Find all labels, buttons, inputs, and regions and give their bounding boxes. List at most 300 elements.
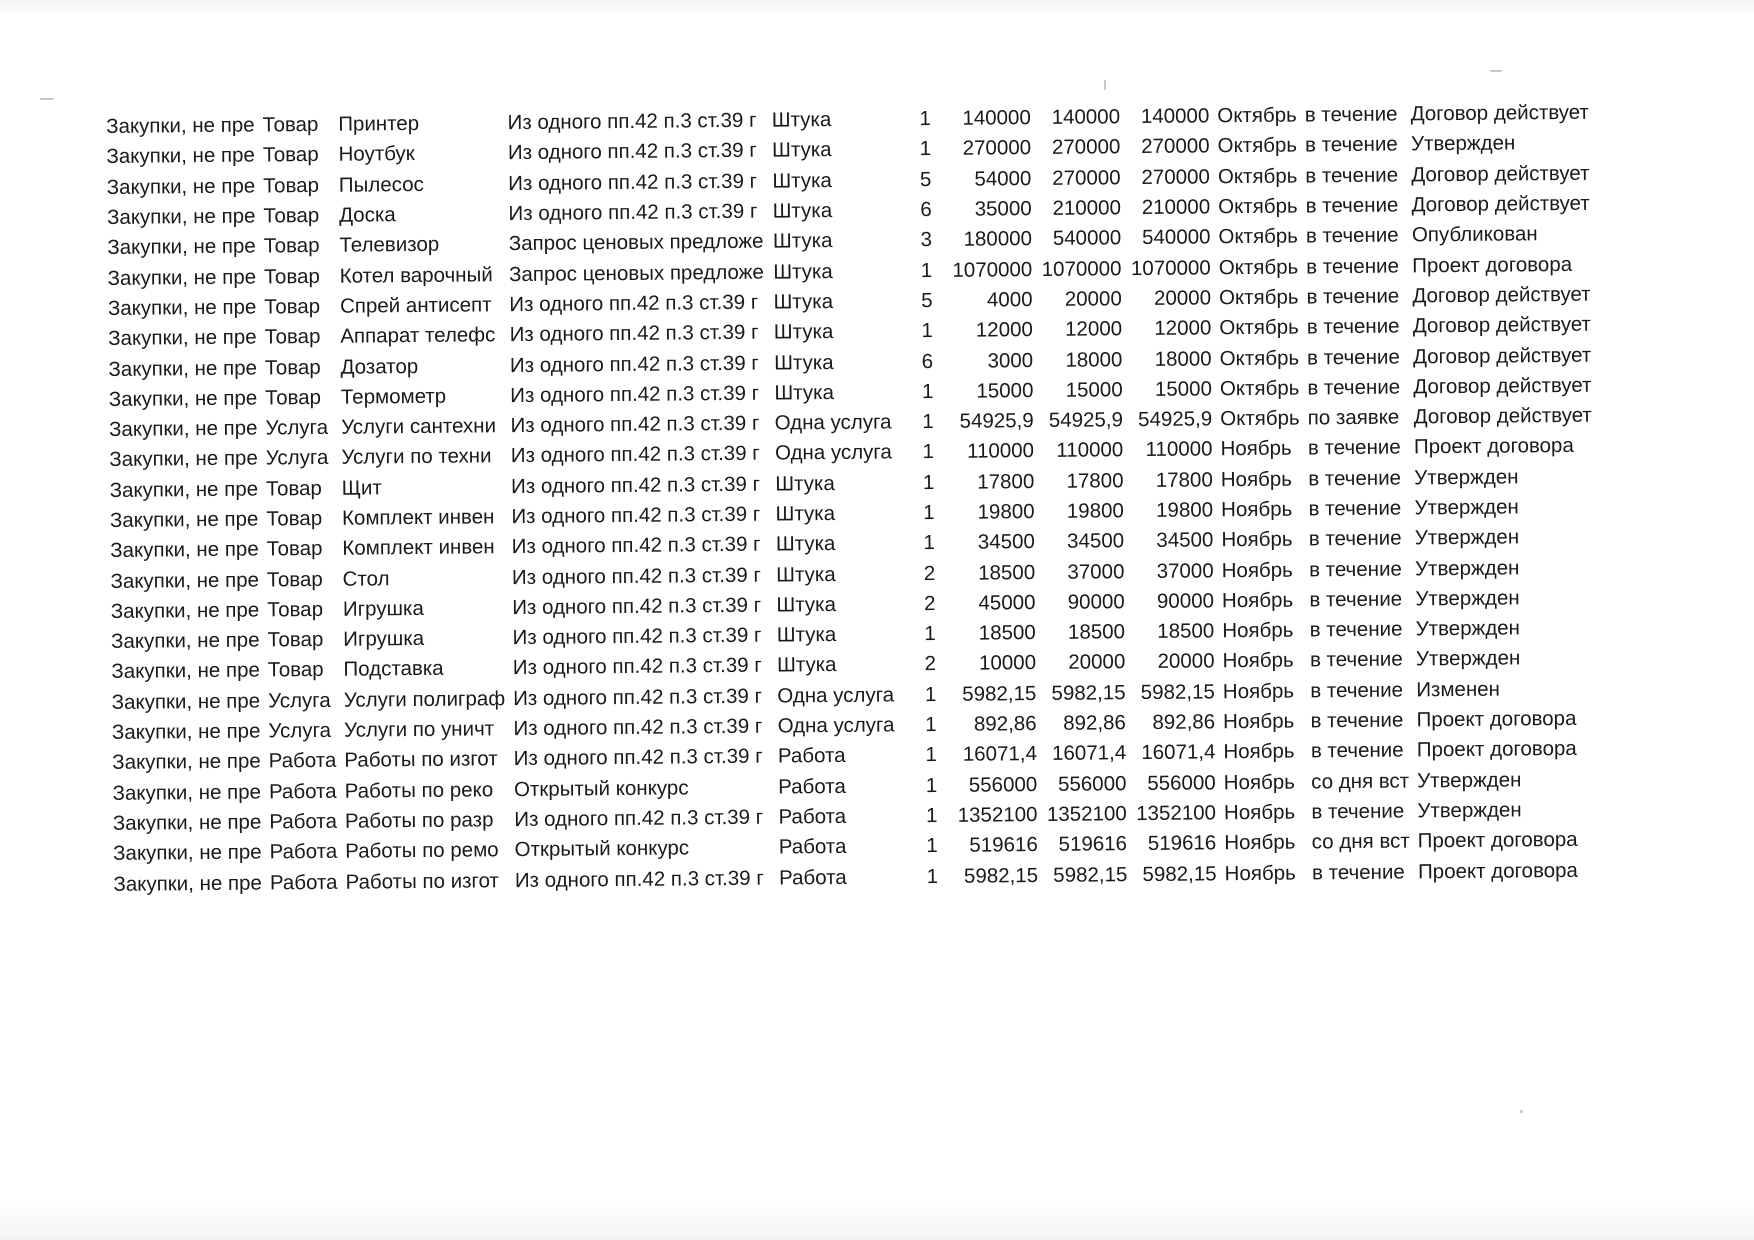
cell-unit-price: 556000 <box>968 772 1038 797</box>
cell-unit-price: 45000 <box>978 590 1036 615</box>
cell-total-price: 270000 <box>1051 135 1121 160</box>
cell-month: Ноябрь <box>1224 861 1296 885</box>
cell-term: в течение <box>1308 526 1402 551</box>
cell-planned-amount: 1352100 <box>1136 801 1217 826</box>
cell-item-kind: Товар <box>265 476 322 501</box>
cell-total-price: 20000 <box>1064 287 1122 311</box>
cell-procurement-method: Из одного пп.42 п.3 ст.39 г <box>509 351 759 377</box>
cell-procurement-method: Из одного пп.42 п.3 ст.39 г <box>510 472 761 498</box>
cell-total-price: 519616 <box>1058 832 1128 857</box>
cell-procurement-type: Закупки, не пре <box>106 143 256 169</box>
cell-procurement-type: Закупки, не пре <box>112 780 262 805</box>
cell-item-name: Услуги по уничт <box>343 717 495 742</box>
cell-status: Утвержден <box>1415 646 1521 671</box>
cell-term: в течение <box>1309 587 1403 612</box>
cell-month: Октябрь <box>1218 285 1299 310</box>
cell-term: в течение <box>1305 223 1399 248</box>
cell-unit-price: 1070000 <box>952 257 1033 282</box>
cell-status: Договор действует <box>1412 312 1591 338</box>
cell-month: Ноябрь <box>1221 588 1294 613</box>
cell-term: в течение <box>1310 738 1404 763</box>
cell-planned-amount: 16071,4 <box>1141 740 1216 765</box>
cell-quantity: 1 <box>923 531 935 555</box>
cell-month: Октябрь <box>1217 133 1298 158</box>
cell-total-price: 5982,15 <box>1053 862 1128 887</box>
cell-quantity: 3 <box>920 228 933 252</box>
cell-term: в течение <box>1306 345 1400 369</box>
cell-month: Октябрь <box>1219 346 1300 370</box>
cell-total-price: 5982,15 <box>1051 680 1126 705</box>
cell-term: в течение <box>1308 466 1402 491</box>
cell-unit: Штука <box>772 168 832 193</box>
cell-unit-price: 15000 <box>976 378 1034 403</box>
cell-procurement-type: Закупки, не пре <box>111 689 261 714</box>
cell-unit: Работа <box>778 835 847 859</box>
cell-unit: Штука <box>773 320 834 344</box>
cell-status: Проект договора <box>1417 828 1578 853</box>
cell-item-kind: Товар <box>267 658 324 682</box>
cell-procurement-type: Закупки, не пре <box>108 356 258 381</box>
cell-total-price: 37000 <box>1067 559 1125 584</box>
cell-planned-amount: 140000 <box>1140 104 1210 129</box>
cell-item-name: Котел варочный <box>339 262 493 288</box>
table-body <box>102 98 1609 900</box>
cell-status: Утвержден <box>1410 131 1516 156</box>
cell-term: в течение <box>1308 496 1402 521</box>
cell-procurement-type: Закупки, не пре <box>107 234 256 260</box>
cell-term: в течение <box>1307 375 1401 400</box>
cell-item-kind: Услуга <box>265 446 329 470</box>
cell-total-price: 556000 <box>1057 771 1127 796</box>
cell-item-name: Услуги по техни <box>341 444 492 470</box>
cell-procurement-type: Закупки, не пре <box>109 446 258 472</box>
cell-unit: Штука <box>771 138 832 163</box>
cell-month: Ноябрь <box>1220 437 1292 461</box>
cell-planned-amount: 18500 <box>1157 619 1215 644</box>
cell-month: Октябрь <box>1218 255 1299 279</box>
cell-unit: Штука <box>776 562 836 587</box>
cell-planned-amount: 20000 <box>1153 286 1212 310</box>
cell-procurement-type: Закупки, не пре <box>110 598 260 623</box>
cell-status: Договор действует <box>1412 343 1592 368</box>
cell-status: Договор действует <box>1411 191 1590 217</box>
cell-quantity: 6 <box>921 349 934 373</box>
cell-unit-price: 3000 <box>987 348 1034 373</box>
cell-status: Утвержден <box>1415 586 1520 611</box>
cell-procurement-type: Закупки, не пре <box>107 265 257 290</box>
cell-planned-amount: 12000 <box>1154 316 1212 341</box>
cell-month: Октябрь <box>1219 315 1299 340</box>
cell-procurement-method: Из одного пп.42 п.3 ст.39 г <box>508 169 758 195</box>
cell-quantity: 1 <box>919 107 931 131</box>
cell-item-name: Термометр <box>340 384 447 409</box>
cell-item-name: Телевизор <box>339 233 440 258</box>
cell-planned-amount: 54925,9 <box>1138 407 1213 432</box>
cell-procurement-type: Закупки, не пре <box>113 840 262 866</box>
cell-unit-price: 12000 <box>975 318 1033 342</box>
cell-planned-amount: 210000 <box>1141 195 1211 220</box>
cell-planned-amount: 556000 <box>1147 771 1216 795</box>
cell-procurement-method: Из одного пп.42 п.3 ст.39 г <box>512 593 762 619</box>
cell-unit: Работа <box>777 744 846 768</box>
cell-month: Ноябрь <box>1224 830 1296 855</box>
cell-quantity: 1 <box>925 743 938 767</box>
cell-unit: Штука <box>771 108 832 132</box>
cell-term: со дня вст <box>1311 769 1410 794</box>
cell-item-kind: Товар <box>263 173 320 198</box>
cell-status: Договор действует <box>1410 100 1589 126</box>
cell-total-price: 892,86 <box>1063 711 1126 735</box>
cell-procurement-type: Закупки, не пре <box>108 325 257 351</box>
cell-item-name: Услуги сантехни <box>341 414 497 439</box>
cell-unit-price: 17800 <box>977 469 1035 494</box>
cell-unit: Работа <box>778 774 846 799</box>
cell-quantity: 1 <box>925 773 938 797</box>
cell-item-name: Ноутбук <box>338 142 415 167</box>
cell-item-kind: Работа <box>269 809 338 834</box>
cell-planned-amount: 34500 <box>1156 528 1214 553</box>
cell-procurement-method: Из одного пп.42 п.3 ст.39 г <box>507 139 757 165</box>
cell-procurement-method: Открытый конкурс <box>513 776 689 801</box>
cell-month: Ноябрь <box>1222 618 1294 643</box>
cell-month: Ноябрь <box>1222 649 1294 673</box>
cell-unit-price: 140000 <box>962 106 1031 130</box>
scan-speck <box>1490 70 1502 72</box>
cell-status: Договор действует <box>1412 282 1591 308</box>
cell-total-price: 90000 <box>1067 590 1125 614</box>
cell-unit: Штука <box>776 653 837 678</box>
cell-total-price: 17800 <box>1066 468 1124 493</box>
cell-unit: Штука <box>775 471 835 496</box>
cell-unit-price: 892,86 <box>973 712 1037 736</box>
cell-unit-price: 5982,15 <box>963 863 1039 888</box>
cell-procurement-method: Из одного пп.42 п.3 ст.39 г <box>513 745 763 771</box>
cell-item-kind: Товар <box>265 385 322 410</box>
cell-quantity: 1 <box>919 137 932 161</box>
cell-status: Утвержден <box>1414 556 1520 581</box>
cell-month: Ноябрь <box>1221 527 1293 552</box>
cell-status: Опубликован <box>1411 222 1538 247</box>
cell-item-kind: Работа <box>268 779 337 804</box>
cell-item-name: Услуги полиграф <box>343 686 506 712</box>
cell-procurement-method: Запрос ценовых предложе <box>508 229 764 256</box>
cell-item-name: Доска <box>339 203 396 227</box>
cell-term: в течение <box>1306 314 1400 339</box>
cell-planned-amount: 19800 <box>1155 498 1214 522</box>
cell-total-price: 140000 <box>1051 105 1121 130</box>
cell-month: Октябрь <box>1217 103 1297 128</box>
cell-term: в течение <box>1304 102 1398 127</box>
cell-unit-price: 519616 <box>969 833 1038 857</box>
cell-month: Ноябрь <box>1222 679 1295 704</box>
cell-unit: Штука <box>773 289 834 314</box>
cell-procurement-type: Закупки, не пре <box>107 295 257 320</box>
cell-status: Утвержден <box>1414 495 1519 520</box>
cell-term: в течение <box>1304 133 1398 157</box>
cell-planned-amount: 17800 <box>1155 468 1213 492</box>
cell-planned-amount: 519616 <box>1147 831 1217 856</box>
cell-item-kind: Товар <box>264 294 321 319</box>
cell-quantity: 1 <box>922 410 934 434</box>
cell-unit: Работа <box>778 804 847 829</box>
cell-status: Договор действует <box>1413 373 1592 399</box>
cell-procurement-method: Открытый конкурс <box>514 836 690 862</box>
cell-unit-price: 54925,9 <box>959 409 1034 433</box>
cell-quantity: 2 <box>923 591 936 616</box>
cell-status: Договор действует <box>1411 161 1590 187</box>
cell-procurement-method: Из одного пп.42 п.3 ст.39 г <box>510 381 760 407</box>
cell-month: Ноябрь <box>1220 467 1293 491</box>
cell-quantity: 1 <box>924 682 937 706</box>
cell-month: Ноябрь <box>1223 739 1295 764</box>
cell-month: Ноябрь <box>1220 497 1293 522</box>
cell-unit-price: 34500 <box>977 530 1035 554</box>
cell-item-kind: Товар <box>262 113 319 137</box>
cell-total-price: 19800 <box>1066 499 1124 523</box>
cell-procurement-type: Закупки, не пре <box>109 507 259 532</box>
cell-total-price: 12000 <box>1064 317 1123 341</box>
cell-term: в течение <box>1309 617 1403 642</box>
cell-planned-amount: 37000 <box>1156 558 1214 583</box>
procurement-sheet <box>102 98 1609 900</box>
cell-item-kind: Работа <box>269 870 338 894</box>
cell-item-name: Игрушка <box>342 596 424 621</box>
cell-item-name: Стол <box>342 566 390 591</box>
cell-unit: Одна услуга <box>777 713 895 738</box>
cell-term: в течение <box>1306 284 1400 309</box>
cell-unit: Штука <box>776 592 837 617</box>
cell-month: Октябрь <box>1218 194 1298 219</box>
cell-status: Проект договора <box>1412 252 1573 278</box>
cell-item-name: Комплект инвен <box>341 505 495 530</box>
cell-item-name: Работы по изгот <box>345 868 499 894</box>
cell-status: Проект договора <box>1417 858 1579 883</box>
cell-quantity: 1 <box>926 864 939 888</box>
cell-total-price: 270000 <box>1052 165 1121 190</box>
cell-status: Утвержден <box>1417 798 1522 823</box>
cell-item-name: Комплект инвен <box>342 535 495 561</box>
cell-procurement-method: Из одного пп.42 п.3 ст.39 г <box>511 502 761 529</box>
cell-planned-amount: 540000 <box>1141 225 1211 250</box>
cell-unit: Штука <box>773 259 833 284</box>
cell-month: Ноябрь <box>1221 558 1293 582</box>
cell-item-kind: Работа <box>269 840 338 864</box>
cell-total-price: 1352100 <box>1046 802 1127 826</box>
cell-unit-price: 16071,4 <box>962 742 1038 767</box>
cell-item-kind: Товар <box>264 325 321 349</box>
cell-term: в течение <box>1310 678 1404 703</box>
cell-procurement-method: Из одного пп.42 п.3 ст.39 г <box>507 108 757 135</box>
cell-item-name: Работы по реко <box>344 777 494 803</box>
cell-status: Утвержден <box>1414 525 1520 550</box>
cell-term: в течение <box>1309 648 1403 672</box>
cell-quantity: 5 <box>919 167 932 191</box>
cell-unit-price: 4000 <box>986 287 1033 312</box>
cell-procurement-type: Закупки, не пре <box>112 810 262 835</box>
cell-unit-price: 5982,15 <box>962 681 1037 706</box>
cell-planned-amount: 90000 <box>1156 589 1215 613</box>
cell-unit-price: 110000 <box>967 439 1035 464</box>
cell-item-name: Принтер <box>338 112 420 136</box>
cell-item-kind: Товар <box>262 143 319 167</box>
cell-procurement-type: Закупки, не пре <box>106 174 256 199</box>
cell-quantity: 1 <box>921 319 933 343</box>
cell-term: в течение <box>1311 860 1405 884</box>
cell-procurement-type: Закупки, не пре <box>108 416 258 442</box>
cell-month: Октябрь <box>1218 224 1299 249</box>
cell-procurement-method: Из одного пп.42 п.3 ст.39 г <box>511 532 761 559</box>
cell-item-name: Игрушка <box>343 627 425 651</box>
cell-month: Октябрь <box>1217 164 1298 189</box>
scan-edge-bottom <box>0 1205 1754 1240</box>
cell-procurement-method: Из одного пп.42 п.3 ст.39 г <box>512 623 762 650</box>
cell-unit: Штука <box>772 229 833 253</box>
cell-unit: Одна услуга <box>774 440 892 465</box>
cell-item-name: Щит <box>341 476 382 500</box>
cell-planned-amount: 5982,15 <box>1142 861 1217 886</box>
cell-procurement-type: Закупки, не пре <box>108 386 258 411</box>
cell-total-price: 540000 <box>1052 226 1122 251</box>
cell-quantity: 2 <box>923 561 936 585</box>
scan-edge-top <box>0 0 1754 18</box>
cell-procurement-method: Из одного пп.42 п.3 ст.39 г <box>511 563 761 589</box>
cell-procurement-method: Из одного пп.42 п.3 ст.39 г <box>508 199 758 226</box>
cell-term: в течение <box>1305 163 1399 188</box>
cell-quantity: 1 <box>920 258 933 282</box>
cell-procurement-type: Закупки, не пре <box>106 204 256 229</box>
cell-item-kind: Товар <box>263 234 320 258</box>
cell-term: в течение <box>1306 254 1400 279</box>
cell-total-price: 18000 <box>1065 347 1123 372</box>
cell-unit-price: 18500 <box>978 621 1036 645</box>
cell-quantity: 1 <box>924 622 936 646</box>
cell-unit: Штука <box>775 501 836 526</box>
cell-status: Проект договора <box>1416 706 1577 732</box>
cell-planned-amount: 892,86 <box>1152 710 1216 735</box>
cell-status: Договор действует <box>1413 403 1592 429</box>
cell-total-price: 20000 <box>1068 650 1126 675</box>
cell-unit-price: 10000 <box>978 651 1037 676</box>
cell-procurement-method: Из одного пп.42 п.3 ст.39 г <box>513 714 763 741</box>
procurement-table <box>102 98 1609 900</box>
cell-item-name: Дозатор <box>340 354 419 379</box>
cell-planned-amount: 110000 <box>1145 437 1213 462</box>
cell-item-kind: Товар <box>263 203 320 228</box>
cell-unit-price: 270000 <box>962 136 1032 161</box>
cell-item-name: Спрей антисепт <box>339 293 492 318</box>
cell-item-kind: Товар <box>266 506 323 531</box>
scan-speck <box>1520 1110 1523 1113</box>
cell-total-price: 18500 <box>1067 620 1126 644</box>
cell-item-name: Работы по изгот <box>344 747 498 773</box>
cell-month: Ноябрь <box>1223 800 1296 825</box>
cell-unit: Штука <box>775 532 836 556</box>
cell-procurement-method: Из одного пп.42 п.3 ст.39 г <box>512 654 762 680</box>
cell-planned-amount: 1070000 <box>1130 255 1211 280</box>
cell-procurement-method: Из одного пп.42 п.3 ст.39 г <box>510 442 760 468</box>
cell-unit: Одна услуга <box>777 683 895 708</box>
cell-total-price: 16071,4 <box>1051 741 1127 766</box>
cell-unit: Одна услуга <box>774 410 892 435</box>
cell-item-name: Аппарат телефс <box>340 323 496 348</box>
scan-speck <box>1104 80 1106 90</box>
cell-unit-price: 180000 <box>963 227 1033 252</box>
cell-item-kind: Товар <box>267 628 324 652</box>
cell-unit-price: 18500 <box>978 560 1036 585</box>
cell-term: со дня вст <box>1311 829 1410 854</box>
cell-unit: Штука <box>772 199 833 223</box>
cell-total-price: 15000 <box>1065 378 1123 402</box>
cell-month: Октябрь <box>1219 376 1300 401</box>
cell-quantity: 1 <box>925 713 937 737</box>
cell-procurement-method: Из одного пп.42 п.3 ст.39 г <box>513 684 763 710</box>
cell-term: по заявке <box>1307 405 1400 430</box>
cell-procurement-method: Запрос ценовых предложе <box>508 260 764 286</box>
cell-unit: Штука <box>774 350 834 375</box>
cell-procurement-type: Закупки, не пре <box>112 749 261 775</box>
cell-procurement-method: Из одного пп.42 п.3 ст.39 г <box>514 866 764 892</box>
cell-quantity: 5 <box>921 288 933 313</box>
cell-procurement-type: Закупки, не пре <box>110 537 259 563</box>
cell-total-price: 34500 <box>1067 529 1125 554</box>
cell-planned-amount: 5982,15 <box>1140 680 1215 704</box>
cell-quantity: 1 <box>922 470 935 494</box>
cell-term: в течение <box>1311 799 1405 824</box>
cell-item-name: Работы по ремо <box>345 838 499 863</box>
cell-item-kind: Товар <box>266 537 323 561</box>
cell-planned-amount: 18000 <box>1154 346 1212 371</box>
cell-status: Утвержден <box>1414 465 1519 490</box>
cell-total-price: 110000 <box>1056 438 1124 463</box>
cell-status: Проект договора <box>1413 434 1574 459</box>
cell-procurement-type: Закупки, не пре <box>106 113 255 139</box>
cell-total-price: 54925,9 <box>1048 408 1124 433</box>
cell-term: в течение <box>1305 193 1399 218</box>
cell-procurement-method: Из одного пп.42 п.3 ст.39 г <box>514 805 764 832</box>
cell-item-name: Подставка <box>343 657 444 682</box>
cell-planned-amount: 270000 <box>1141 165 1211 189</box>
cell-procurement-method: Из одного пп.42 п.3 ст.39 г <box>509 320 759 347</box>
cell-status: Проект договора <box>1416 737 1577 762</box>
cell-unit-price: 35000 <box>974 197 1032 221</box>
cell-item-kind: Товар <box>266 567 323 592</box>
cell-item-kind: Товар <box>267 597 324 622</box>
cell-status: Утвержден <box>1417 768 1522 793</box>
cell-item-kind: Услуга <box>268 688 331 713</box>
cell-quantity: 1 <box>922 440 935 464</box>
cell-month: Ноябрь <box>1223 709 1295 734</box>
cell-quantity: 1 <box>921 379 934 403</box>
cell-term: в течение <box>1307 435 1401 460</box>
cell-item-name: Работы по разр <box>344 808 494 833</box>
cell-item-kind: Услуга <box>268 718 332 743</box>
cell-quantity: 1 <box>926 834 938 858</box>
cell-item-kind: Услуга <box>265 415 329 440</box>
cell-term: в течение <box>1310 708 1404 733</box>
cell-planned-amount: 270000 <box>1141 134 1210 159</box>
cell-status: Утвержден <box>1415 616 1521 641</box>
cell-quantity: 1 <box>925 803 938 828</box>
cell-procurement-method: Из одного пп.42 п.3 ст.39 г <box>509 290 759 317</box>
cell-month: Октябрь <box>1220 406 1300 431</box>
cell-unit: Штука <box>774 380 835 405</box>
cell-term: в течение <box>1309 557 1402 582</box>
cell-planned-amount: 15000 <box>1154 377 1213 401</box>
cell-total-price: 1070000 <box>1041 256 1122 281</box>
scan-speck <box>40 98 54 100</box>
cell-quantity: 1 <box>923 501 935 525</box>
cell-unit: Работа <box>778 865 847 890</box>
